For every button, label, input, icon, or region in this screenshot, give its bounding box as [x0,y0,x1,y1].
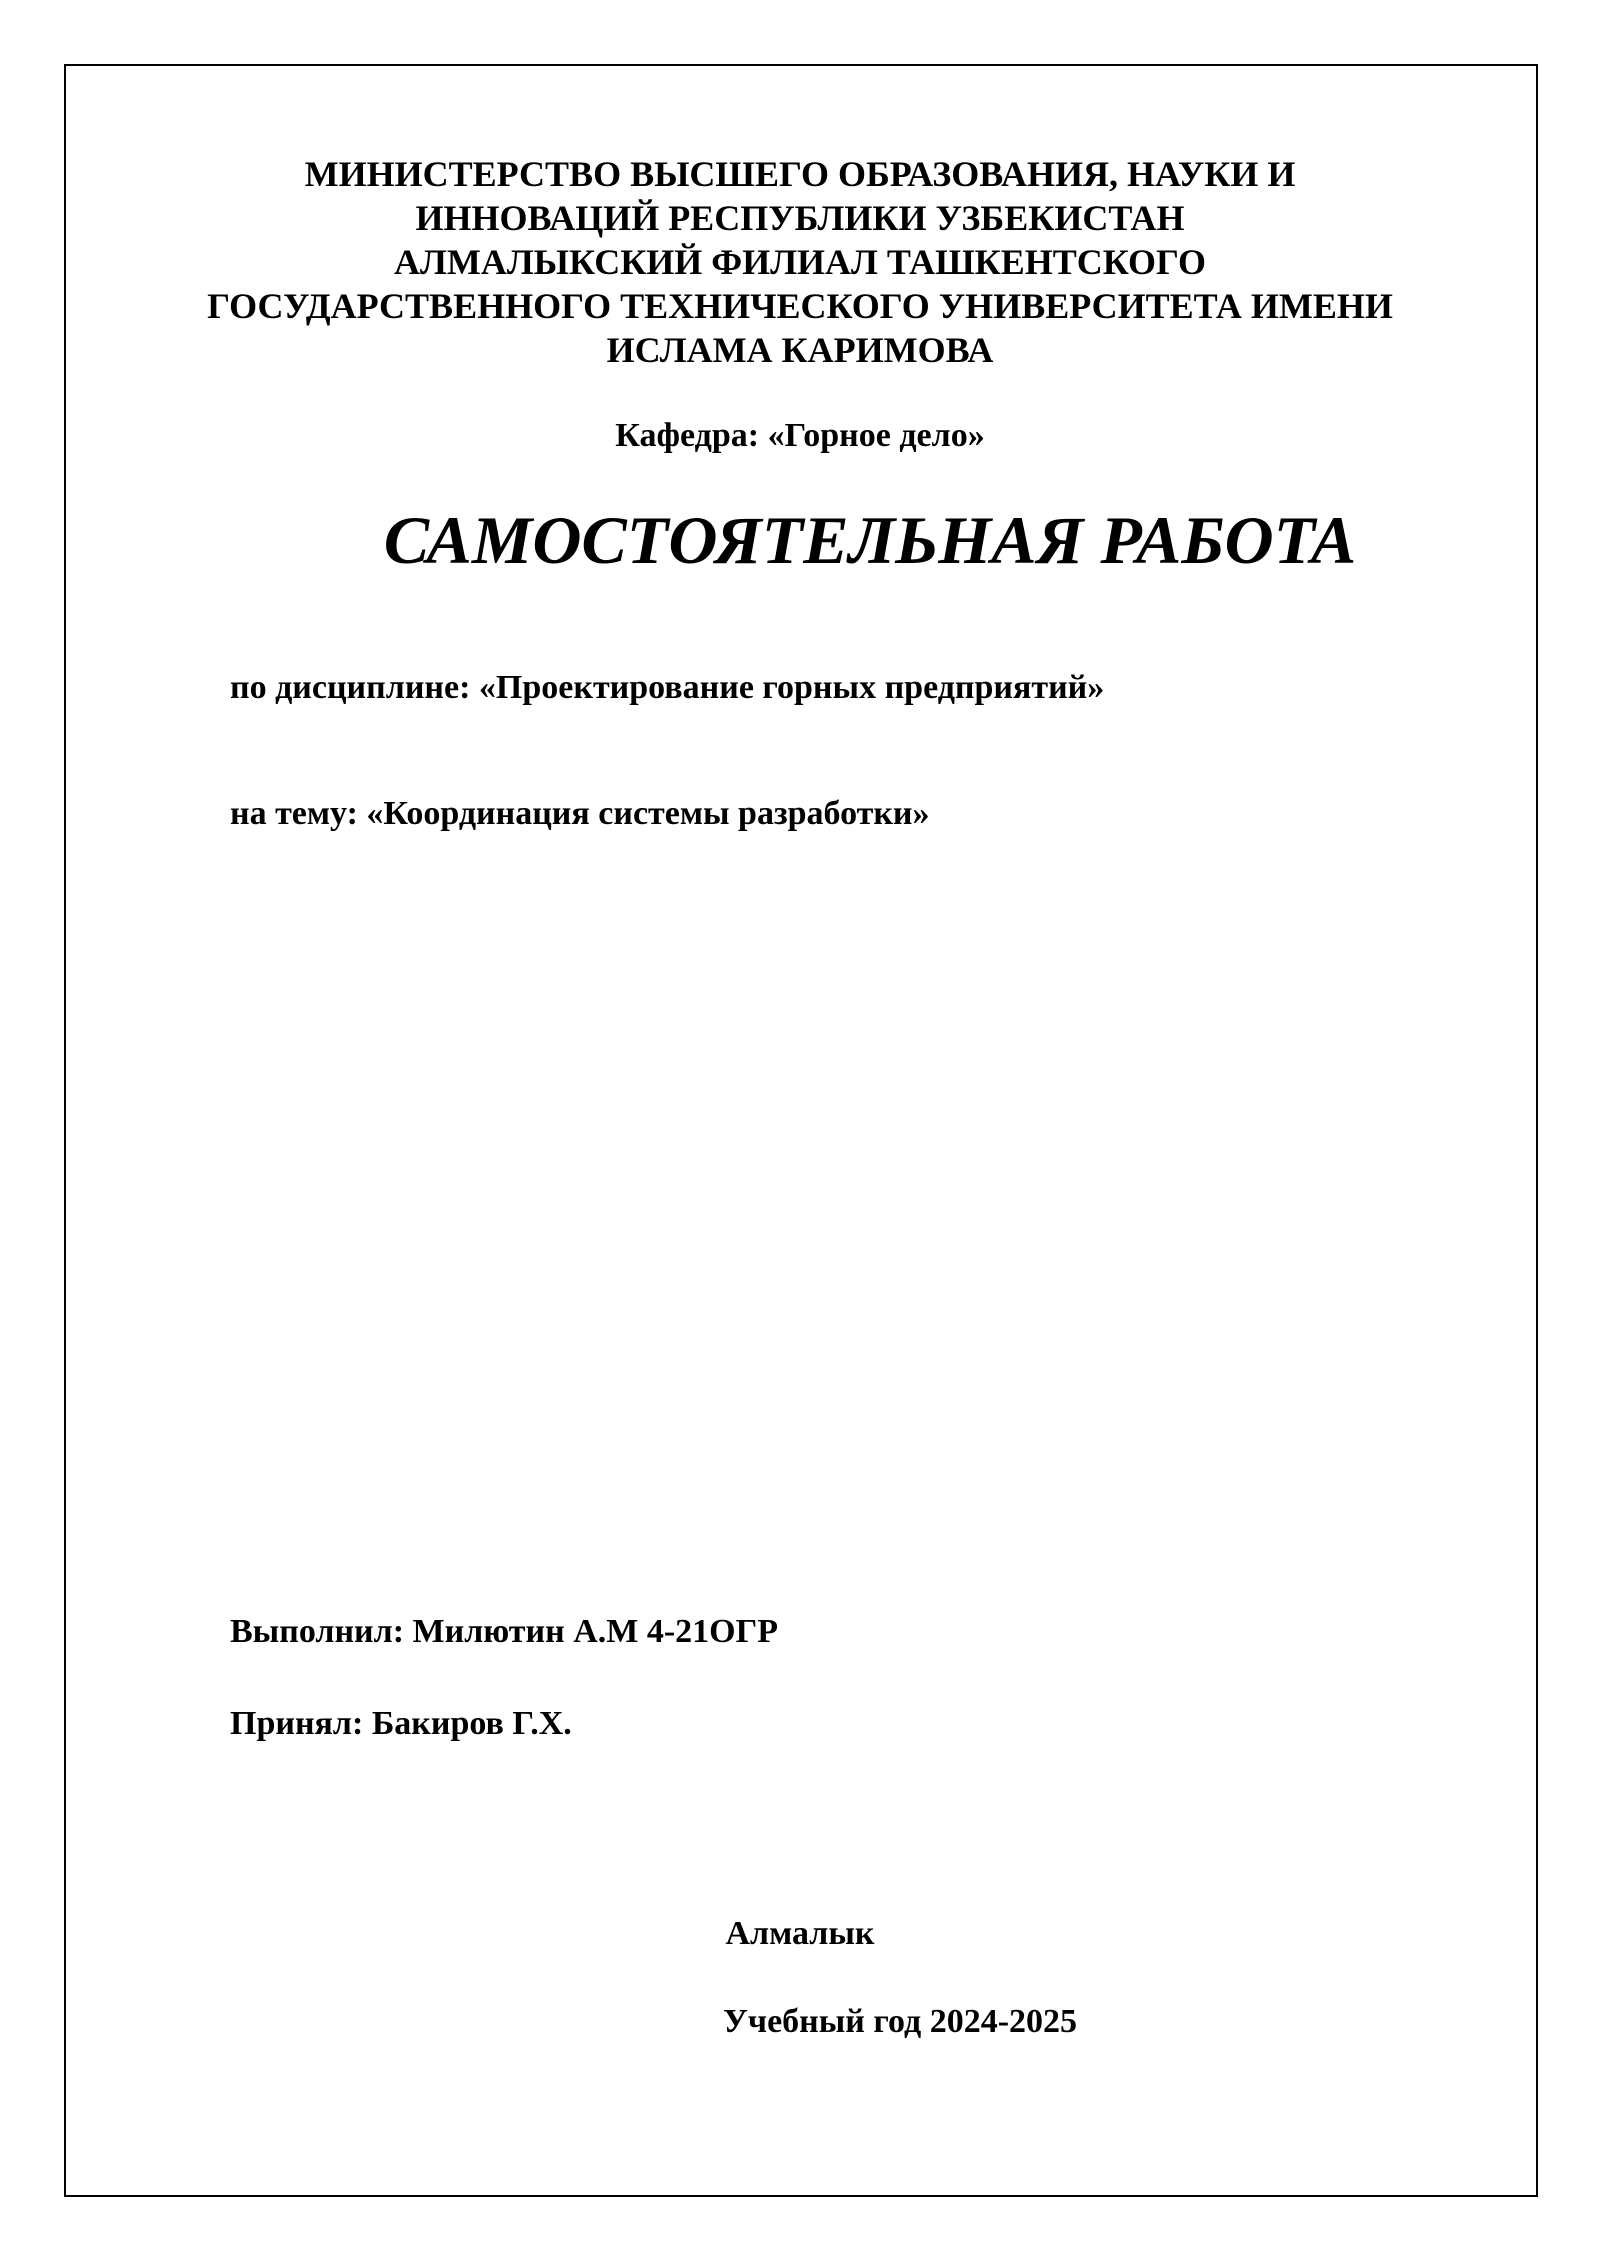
accepted-by-line: Принял: Бакиров Г.Х. [230,1705,572,1742]
document-title: САМОСТОЯТЕЛЬНАЯ РАБОТА [383,502,1357,578]
header-line: АЛМАЛЫКСКИЙ ФИЛИАЛ ТАШКЕНТСКОГО [394,242,1206,282]
page-border [64,64,1538,2197]
header-line: ИННОВАЦИЙ РЕСПУБЛИКИ УЗБЕКИСТАН [415,198,1185,238]
topic-line: на тему: «Координация системы разработки» [230,795,930,832]
header-line: МИНИСТЕРСТВО ВЫСШЕГО ОБРАЗОВАНИЯ, НАУКИ И [304,154,1296,194]
academic-year-line: Учебный год 2024-2025 [722,2003,1078,2040]
ministry-header [0,152,1600,372]
header-line: ГОСУДАРСТВЕННОГО ТЕХНИЧЕСКОГО УНИВЕРСИТЕТА ИМЕНИ [207,286,1393,326]
discipline-line: по дисциплине: «Проектирование горных предприятий» [230,669,1105,706]
department-label: Кафедра: «Горное дело» [615,417,985,454]
performed-by-line: Выполнил: Милютин А.М 4-21ОГР [230,1613,779,1650]
city-line: Алмалык [725,1915,875,1952]
header-line: ИСЛАМА КАРИМОВА [606,330,994,370]
